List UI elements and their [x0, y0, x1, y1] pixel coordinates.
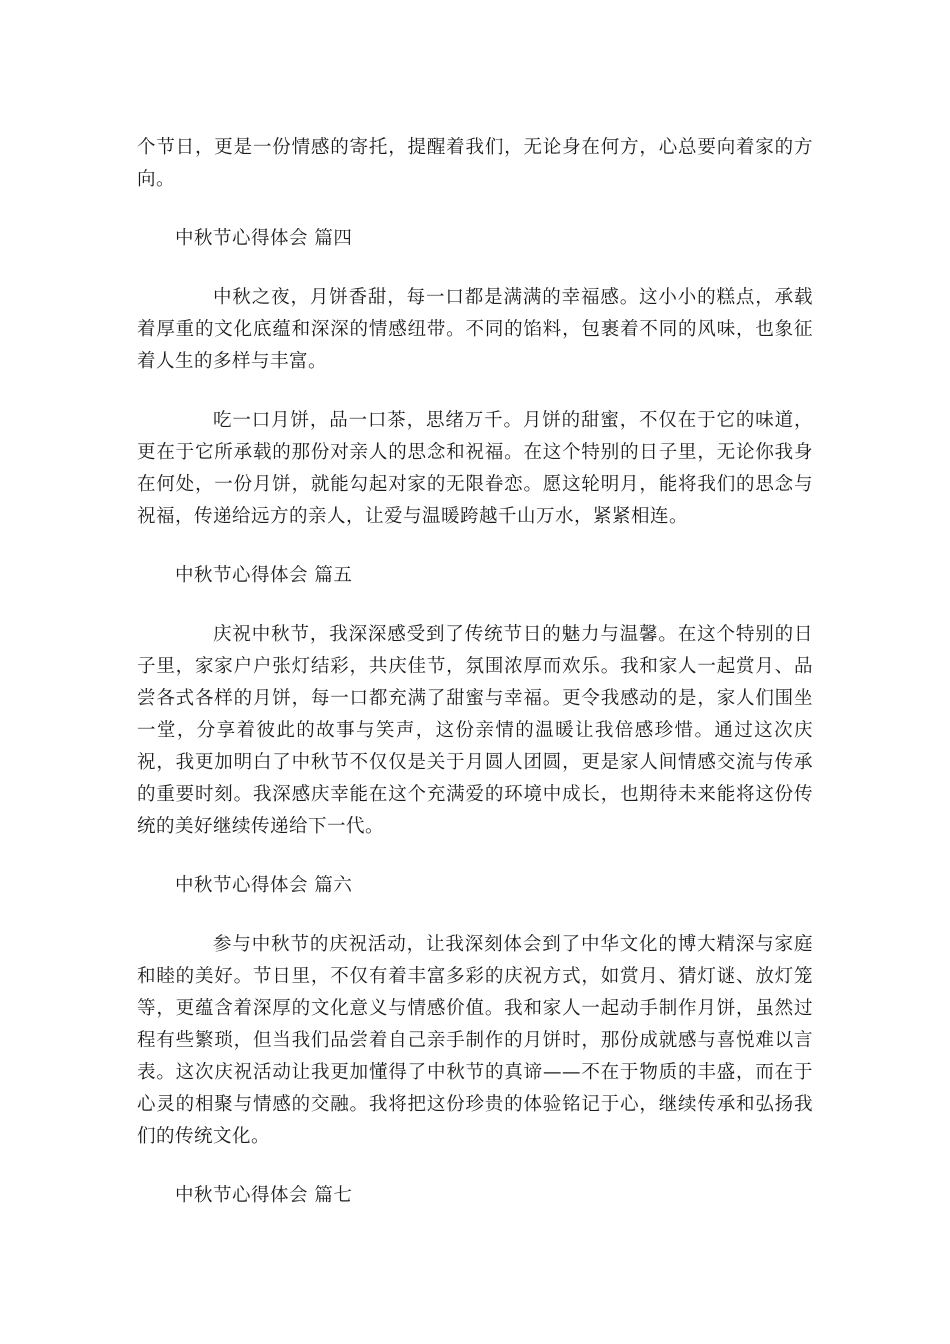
paragraph: 吃一口月饼，品一口茶，思绪万千。月饼的甜蜜，不仅在于它的味道，更在于它所承载的那份对亲人的思念和祝福。在这个特别的日子里，无论你我身在何处，一份月饼，就能勾起对家的无限眷恋。愿这轮明月，能将我们的思念与祝福，传递给远方的亲人，让爱与温暖跨越千山万水，紧紧相连。 — [137, 410, 813, 527]
paragraph-continuation: 个节日，更是一份情感的寄托，提醒着我们，无论身在何方，心总要向着家的方向。 — [137, 137, 813, 190]
section-heading-7: 中秋节心得体会 篇七 — [175, 1185, 353, 1206]
section-heading-6: 中秋节心得体会 篇六 — [175, 875, 353, 896]
paragraph: 参与中秋节的庆祝活动，让我深刻体会到了中华文化的博大精深与家庭和睦的美好。节日里，不仅有着丰富多彩的庆祝方式，如赏月、猜灯谜、放灯笼等，更蕴含着深厚的文化意义与情感价值。我和家人一起动手制作月饼，虽然过程有些繁琐，但当我们品尝着自己亲手制作的月饼时，那份成就感与喜悦难以言表。这次庆祝活动让我更加懂得了中秋节的真谛——不在于物质的丰盛，而在于心灵的相聚与情感的交融。我将把这份珍贵的体验铭记于心，继续传承和弘扬我们的传统文化。 — [137, 934, 813, 1147]
section-heading-4: 中秋节心得体会 篇四 — [175, 228, 353, 249]
document-page — [137, 132, 813, 1212]
paragraph: 中秋之夜，月饼香甜，每一口都是满满的幸福感。这小小的糕点，承载着厚重的文化底蕴和深深的情感纽带。不同的馅料，包裹着不同的风味，也象征着人生的多样与丰富。 — [137, 287, 813, 372]
section-heading-5: 中秋节心得体会 篇五 — [175, 565, 353, 586]
paragraph: 庆祝中秋节，我深深感受到了传统节日的魅力与温馨。在这个特别的日子里，家家户户张灯结彩，共庆佳节，氛围浓厚而欢乐。我和家人一起赏月、品尝各式各样的月饼，每一口都充满了甜蜜与幸福。更令我感动的是，家人们围坐一堂，分享着彼此的故事与笑声，这份亲情的温暖让我倍感珍惜。通过这次庆祝，我更加明白了中秋节不仅仅是关于月圆人团圆，更是家人间情感交流与传承的重要时刻。我深感庆幸能在这个充满爱的环境中成长，也期待未来能将这份传统的美好继续传递给下一代。 — [137, 624, 813, 837]
